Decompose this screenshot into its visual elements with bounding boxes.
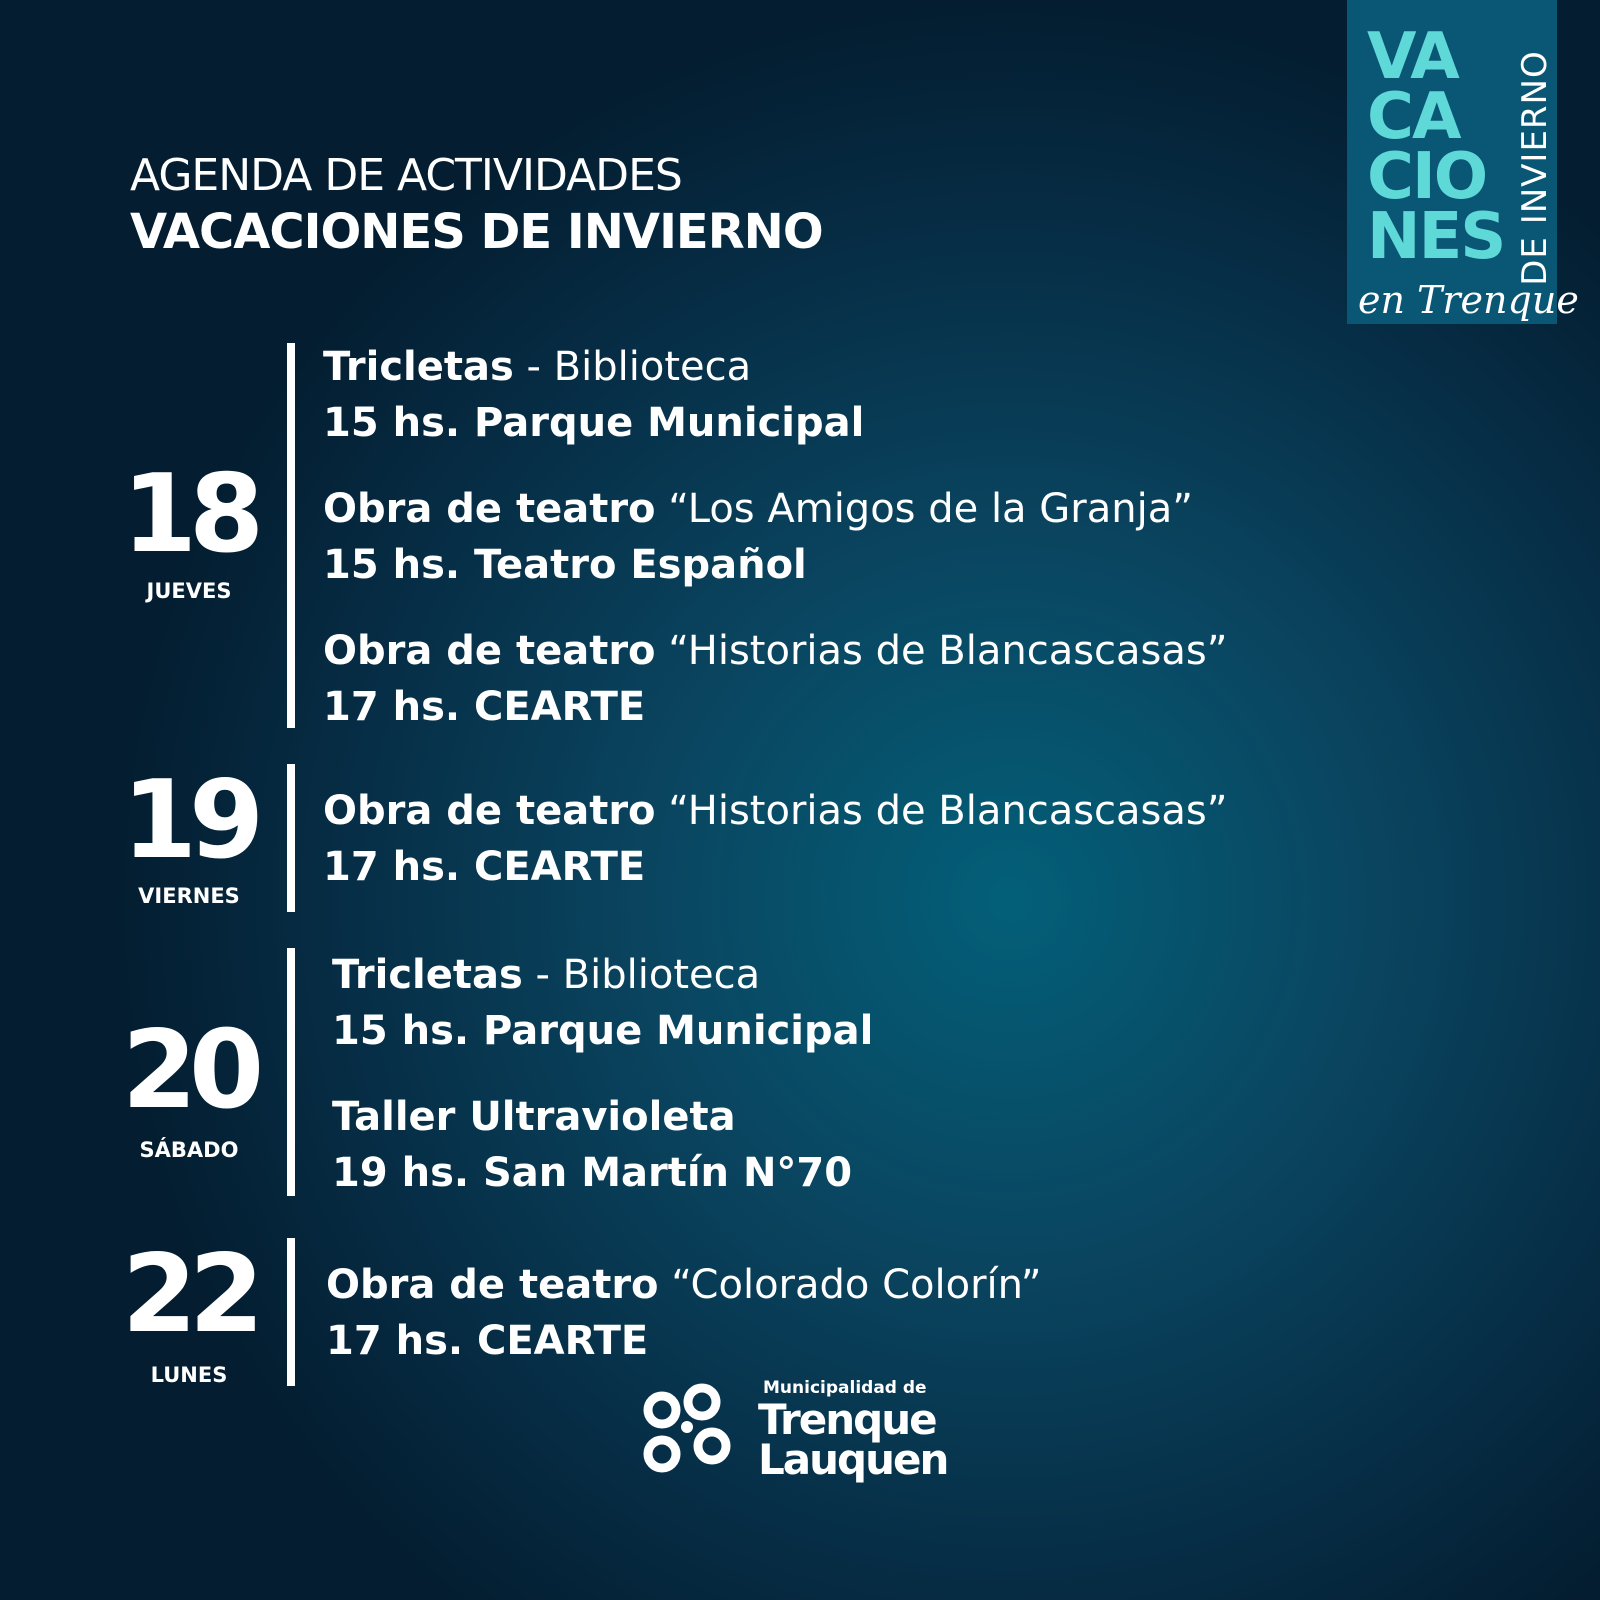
day-name-18: JUEVES (146, 579, 232, 603)
badge-script-text: en Trenque (1358, 278, 1579, 322)
event-title: Taller Ultravioleta (332, 1094, 736, 1140)
day-number-19: 19 (121, 758, 257, 883)
event-when: 15 hs. Teatro Español (323, 542, 807, 588)
day-number-22: 22 (121, 1232, 257, 1357)
event-when: 17 hs. CEARTE (323, 684, 646, 730)
badge-word-3: CIO (1367, 140, 1487, 214)
badge-side-text: DE INVIERNO (1515, 50, 1555, 286)
badge-word-2: CA (1367, 80, 1460, 154)
day-divider (287, 764, 295, 912)
event-when: 17 hs. CEARTE (326, 1318, 649, 1364)
event-when: 15 hs. Parque Municipal (323, 400, 865, 446)
event-when: 15 hs. Parque Municipal (332, 1008, 874, 1054)
day-divider (287, 948, 295, 1196)
day-divider (287, 343, 295, 728)
logo-caption: Municipalidad de (763, 1378, 927, 1398)
event-when: 19 hs. San Martín N°70 (332, 1150, 853, 1196)
header (130, 150, 823, 262)
event-title: Obra de teatro “Historias de Blancascasas” (323, 788, 1228, 834)
day-name-20: SÁBADO (139, 1138, 239, 1162)
day-name-19: VIERNES (138, 884, 240, 908)
header-title: VACACIONES DE INVIERNO (130, 204, 823, 260)
logo-text-line1: Trenque (758, 1395, 936, 1444)
event-title: Obra de teatro “Los Amigos de la Granja” (323, 486, 1193, 532)
event-title: Obra de teatro “Colorado Colorín” (326, 1262, 1042, 1308)
event-title: Tricletas - Biblioteca (323, 344, 752, 390)
trenque-lauquen-logo-icon (640, 1380, 740, 1480)
event-when: 17 hs. CEARTE (323, 844, 646, 890)
event-title: Obra de teatro “Historias de Blancascasas” (323, 628, 1228, 674)
day-number-20: 20 (121, 1008, 257, 1133)
header-subtitle: AGENDA DE ACTIVIDADES (130, 150, 682, 201)
logo-text-line2: Lauquen (758, 1435, 948, 1484)
badge-word-4: NES (1367, 200, 1505, 274)
day-divider (287, 1238, 295, 1386)
day-number-18: 18 (121, 452, 257, 577)
event-title: Tricletas - Biblioteca (332, 952, 761, 998)
day-name-22: LUNES (150, 1363, 228, 1387)
badge-word-1: VA (1367, 20, 1458, 94)
